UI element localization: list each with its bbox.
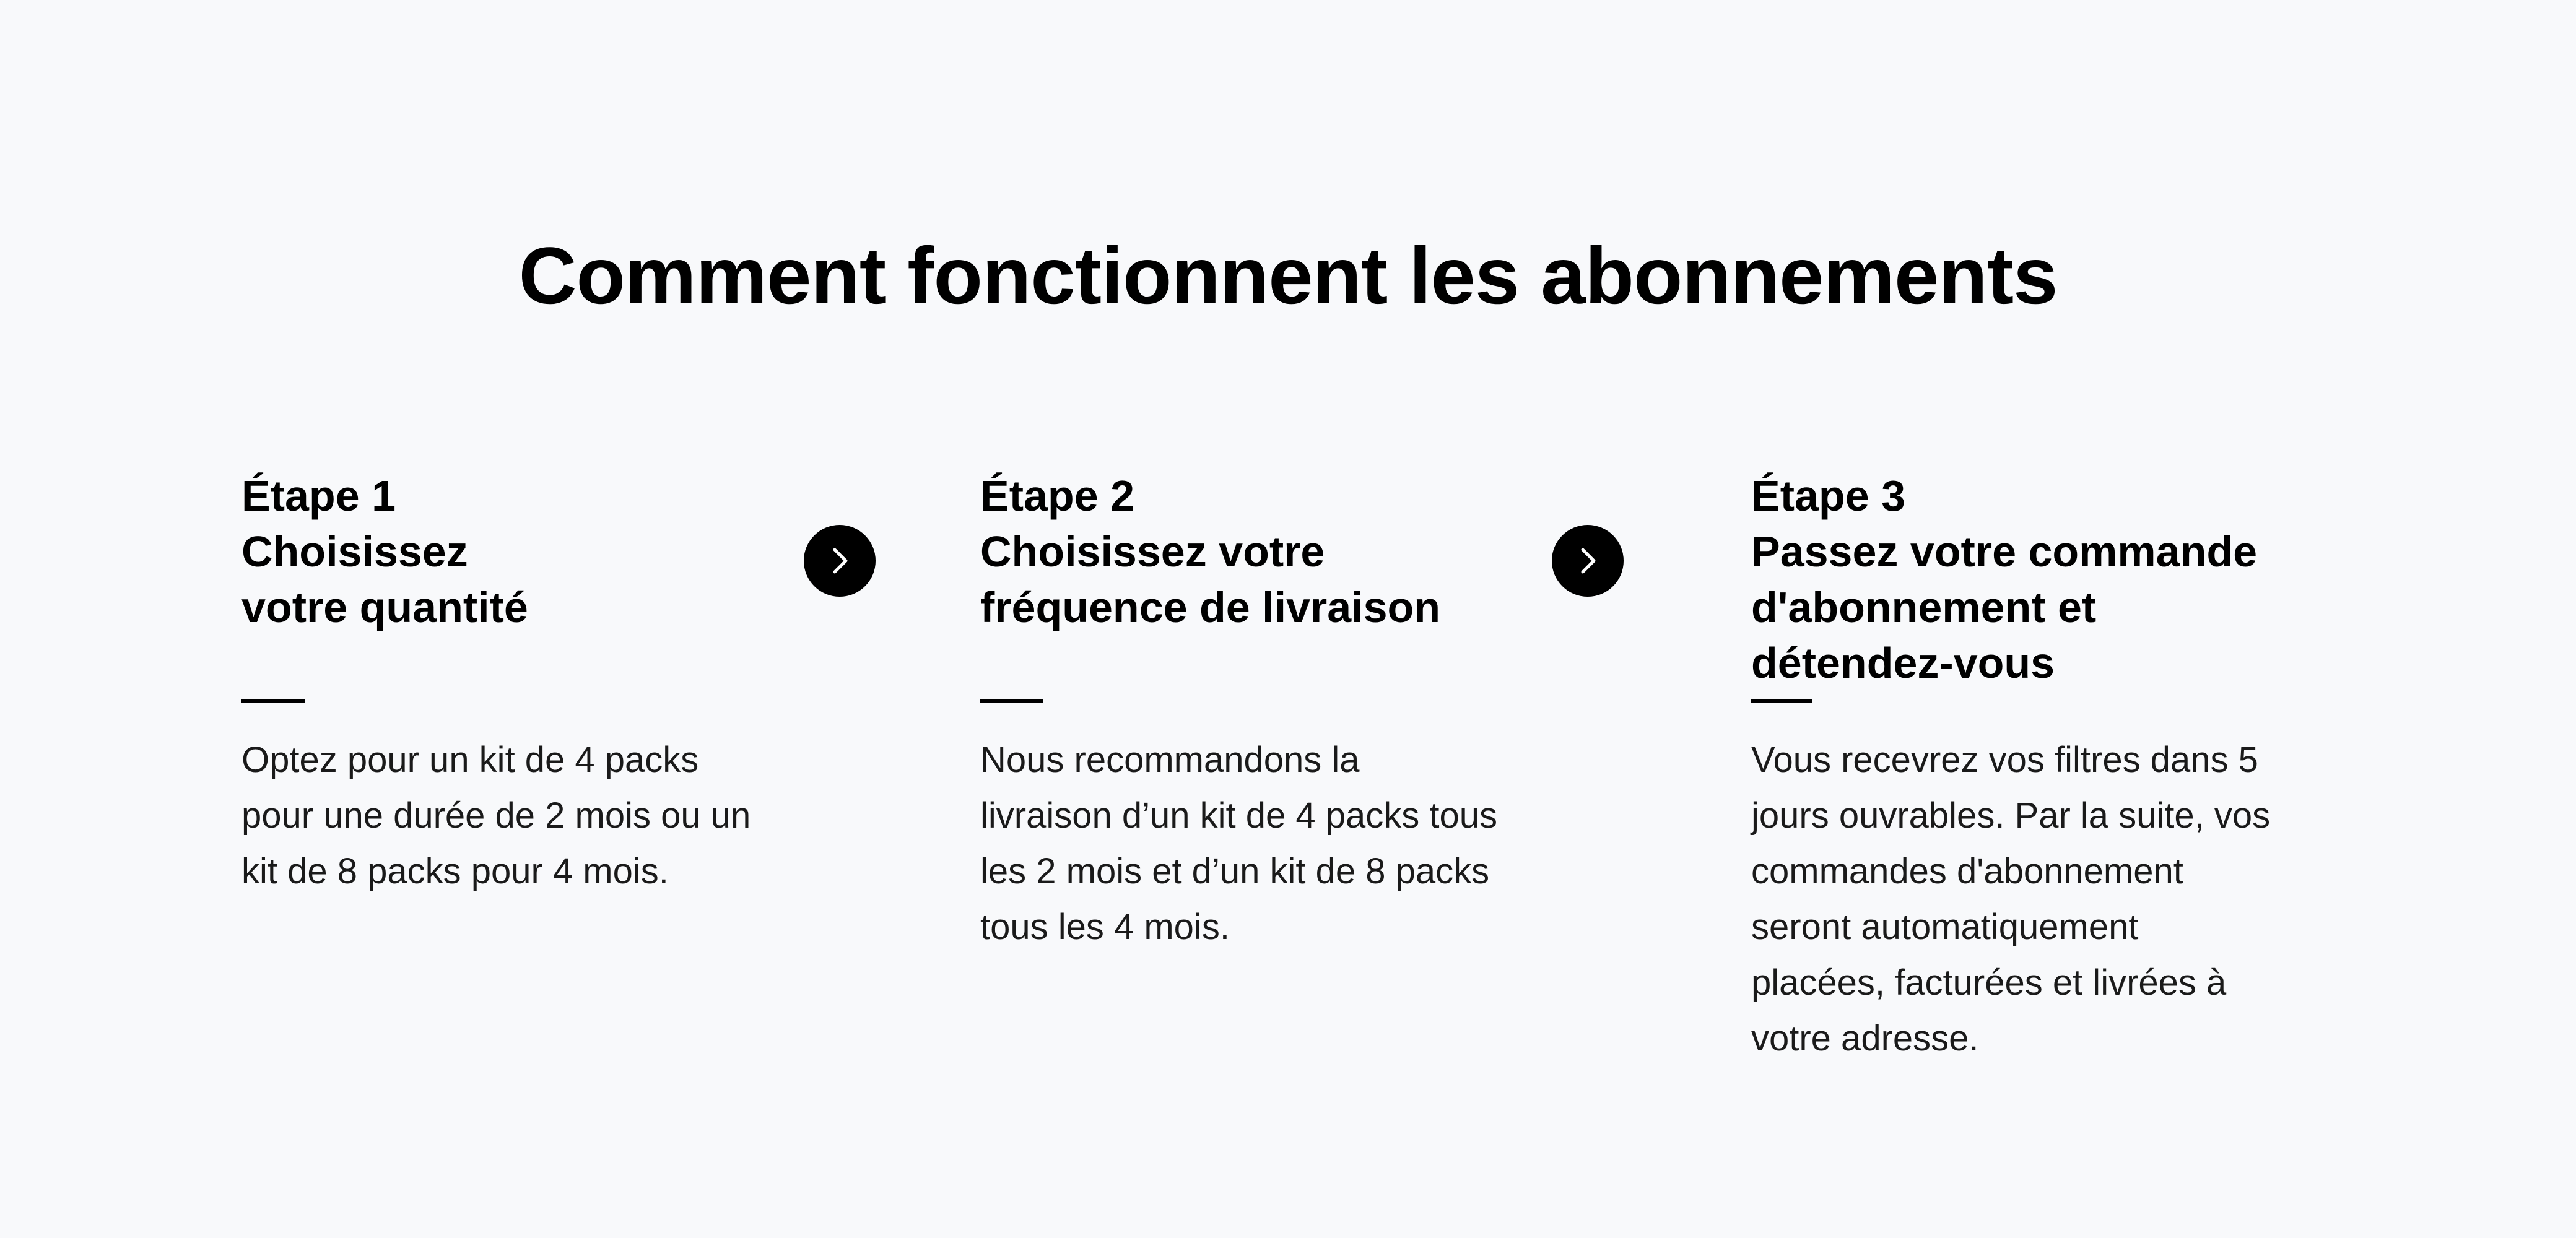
step-title-line: Choisissez — [242, 527, 468, 576]
description-line: votre adresse. — [1751, 1018, 1979, 1058]
step-title-line: d'abonnement et — [1751, 583, 2097, 631]
step-heading — [242, 468, 799, 691]
step-label: Étape 3 — [1751, 472, 1905, 520]
step-3 — [1751, 468, 2370, 1058]
description-line: livraison d’un kit de 4 packs tous — [980, 795, 1497, 836]
section-title: Comment fonctionnent les abonnements — [518, 230, 2058, 321]
divider — [980, 699, 1043, 703]
step-label: Étape 1 — [242, 472, 396, 520]
divider — [242, 699, 305, 703]
description-line: Vous recevrez vos filtres dans 5 — [1751, 740, 2258, 780]
divider — [1751, 699, 1812, 703]
description-line: Optez pour un kit de 4 packs — [242, 740, 699, 780]
description-line: les 2 mois et d’un kit de 8 packs — [980, 851, 1490, 891]
description-line: seront automatiquement — [1751, 907, 2139, 947]
step-description — [1751, 732, 2270, 1067]
step-2 — [980, 468, 1538, 947]
step-title-line: Choisissez votre — [980, 527, 1325, 576]
step-1 — [242, 468, 799, 891]
next-step-arrow[interactable] — [804, 525, 876, 597]
step-title-line: votre quantité — [242, 583, 528, 631]
step-heading — [1751, 468, 2370, 691]
chevron-right-icon — [1572, 545, 1604, 577]
description-line: jours ouvrables. Par la suite, vos — [1751, 795, 2271, 836]
description-line: pour une durée de 2 mois ou un — [242, 795, 751, 836]
step-title-line: fréquence de livraison — [980, 583, 1441, 631]
description-line: placées, facturées et livrées à — [1751, 963, 2227, 1003]
step-label: Étape 2 — [980, 472, 1134, 520]
description-line: kit de 8 packs pour 4 mois. — [242, 851, 669, 891]
step-description — [980, 732, 1497, 955]
step-title-line: Passez votre commande — [1751, 527, 2258, 576]
description-line: tous les 4 mois. — [980, 907, 1230, 947]
description-line: Nous recommandons la — [980, 740, 1360, 780]
step-heading — [980, 468, 1538, 691]
next-step-arrow[interactable] — [1552, 525, 1624, 597]
description-line: commandes d'abonnement — [1751, 851, 2183, 891]
chevron-right-icon — [824, 545, 856, 577]
step-description — [242, 732, 751, 899]
step-title-line: détendez-vous — [1751, 639, 2055, 687]
